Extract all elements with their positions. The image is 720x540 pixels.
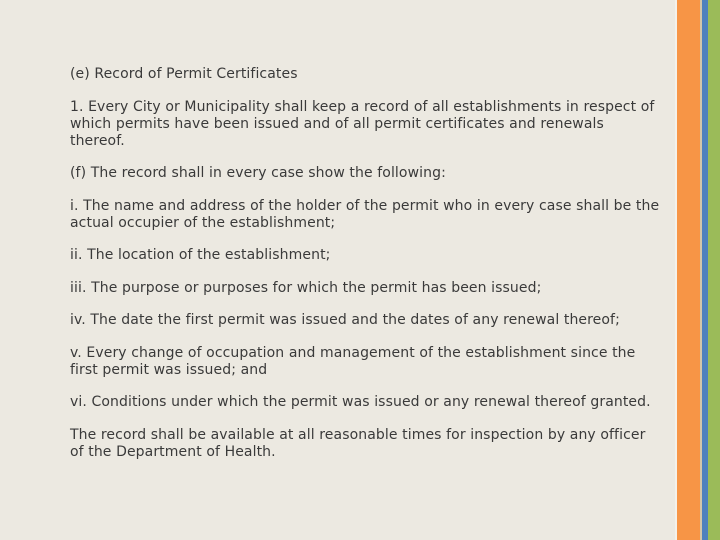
list-item-holder-name-address: i. The name and address of the holder of the permit who in every case shall be the actual occupier of the establishment; [70, 197, 660, 231]
paragraph-record-keeping-requirement: 1. Every City or Municipality shall keep a record of all establishments in respect of which permits have been issued and of all permit certificates and renewals thereof. [70, 98, 655, 149]
section-heading-record-of-permit-certificates: (e) Record of Permit Certificates [70, 66, 298, 82]
section-heading-record-contents: (f) The record shall in every case show the following: [70, 165, 446, 181]
list-item-establishment-location: ii. The location of the establishment; [70, 247, 331, 263]
decorative-stripe-orange [677, 0, 700, 540]
list-item-permit-dates: iv. The date the first permit was issued and the dates of any renewal thereof; [70, 312, 620, 328]
list-item-permit-purpose: iii. The purpose or purposes for which the permit has been issued; [70, 279, 542, 296]
paragraph-record-availability: The record shall be available at all reasonable times for inspection by any officer of the Department of Health. [70, 426, 646, 460]
list-item-occupation-changes: v. Every change of occupation and management of the establishment since the first permit was issued; and [70, 344, 636, 378]
decorative-stripe-green [708, 0, 720, 540]
list-item-permit-conditions: vi. Conditions under which the permit was issued or any renewal thereof granted. [70, 394, 651, 410]
slide-body [70, 66, 660, 476]
